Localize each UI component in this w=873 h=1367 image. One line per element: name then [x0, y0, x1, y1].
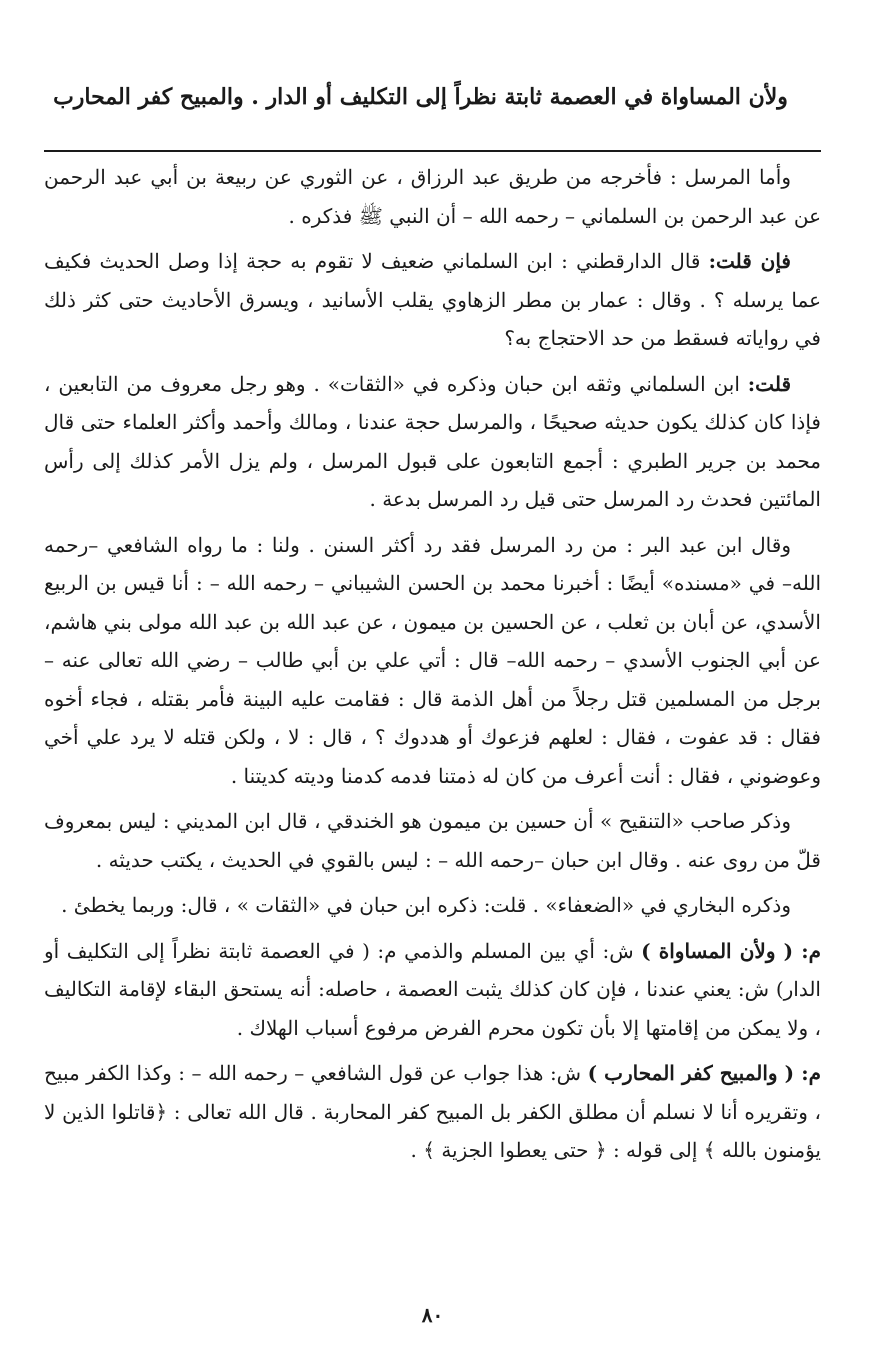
paragraph-lead: م: ( والمبيح كفر المحارب ) [587, 1061, 822, 1085]
paragraph-text: وذكره البخاري في «الضعفاء» . قلت: ذكره ابن حبان في «الثقات » ، قال: وربما يخطئ . [61, 893, 791, 917]
paragraph-mursal [44, 158, 821, 235]
paragraph-mubih [44, 1054, 821, 1170]
paragraph-tanqih [44, 802, 821, 879]
paragraph-text: وذكر صاحب «التنقيح » أن حسين بن ميمون هو الخندقي ، قال ابن المديني : ليس بمعروف قلّ من روى عنه . وقال ابن حبان –رحمه الله – : ليس بالقوي في الحديث ، يكتب حديثه . [44, 809, 821, 872]
paragraph-objection [44, 242, 821, 358]
page-body [44, 158, 821, 1177]
paragraph-lead: قلت: [747, 371, 791, 396]
paragraph-text: وأما المرسل : فأخرجه من طريق عبد الرزاق ، عن الثوري عن ربيعة بن أبي عبد الرحمن عن عبد الرحمن بن السلماني – رحمه الله – أن النبي ﷺ فذكره . [44, 165, 821, 228]
paragraph-equality [44, 932, 821, 1048]
paragraph-text: قال الدارقطني : ابن السلماني ضعيف لا تقوم به حجة إذا وصل الحديث فكيف عما يرسله ؟ . وقال : عمار بن مطر الزهاوي يقلب الأسانيد ، ويسرق الأحاديث حتى كثر ذلك في رواياته فسقط من حد الاحتجاج به؟ [44, 249, 821, 350]
paragraph-lead: م: ( ولأن المساواة ) [641, 938, 821, 963]
page-number: ٨٠ [421, 1303, 444, 1327]
paragraph-lead: فإن قلت: [708, 249, 791, 273]
paragraph-reply [44, 365, 821, 519]
paragraph-ibn-abd-al-barr [44, 526, 821, 796]
paragraph-text: ش: أي بين المسلم والذمي م: ( في العصمة ثابتة نظراً إلى التكليف أو الدار) ش: يعني عندنا ، فإن كان كذلك يثبت العصمة ، حاصله: أنه يستحق البقاء لإقامة التكاليف ، ولا يمكن من إقامتها إلا بأن تكون محرم الفرض مرفوع أسباب الهلاك . [44, 938, 821, 1040]
paragraph-text: وقال ابن عبد البر : من رد المرسل فقد رد أكثر السنن . ولنا : ما رواه الشافعي –رحمه الله– في «مسنده» أيضًا : أخبرنا محمد بن الحسن الشيباني – رحمه الله – : أنا قيس بن الربيع الأسدي، عن أبان بن ثعلب ، عن الحسين بن ميمون ، عن عبد الله بن عبد الله مولى بني هاشم، عن أبي الجنوب الأسدي – رحمه الله– قال : أتي علي بن أبي طالب – رضي الله تعالى عنه – برجل من المسلمين قتل رجلاً من أهل الذمة قال : فقامت عليه البينة فأمر بقتله ، فجاء أخوه فقال : قد عفوت ، فقال : لعلهم فزعوك أو هددوك ؟ ، قال : لا ، ولكن قتله لا يرد علي أخي وعوضوني ، فقال : أنت أعرف من كان له ذمتنا فدمه كدمنا وديته كديتنا . [44, 532, 821, 788]
running-head: ولأن المساواة في العصمة ثابتة نظراً إلى التكليف أو الدار . والمبيح كفر المحارب [53, 84, 788, 110]
paragraph-text: ش: هذا جواب عن قول الشافعي – رحمه الله – : وكذا الكفر مبيح ، وتقريره أنا لا نسلم أن مطلق الكفر بل المبيح كفر المحاربة . قال الله تعالى : ﴿قاتلوا الذين لا يؤمنون بالله ﴾ إلى قوله : ﴿ حتى يعطوا الجزية ﴾ . [44, 1061, 821, 1162]
paragraph-text: ابن السلماني وثقه ابن حبان وذكره في «الثقات» . وهو رجل معروف من التابعين ، فإذا كان كذلك يكون حديثه صحيحًا ، والمرسل حجة عندنا ، ومالك وأحمد وأكثر العلماء حتى قال محمد بن جرير الطبري : أجمع التابعون على قبول المرسل ، ولم يزل الأمر كذلك إلى رأس المائتين فحدث رد المرسل حتى قيل رد المرسل بدعة . [44, 371, 821, 511]
header-divider [44, 150, 821, 152]
paragraph-bukhari [44, 886, 821, 925]
book-page [44, 0, 821, 1367]
